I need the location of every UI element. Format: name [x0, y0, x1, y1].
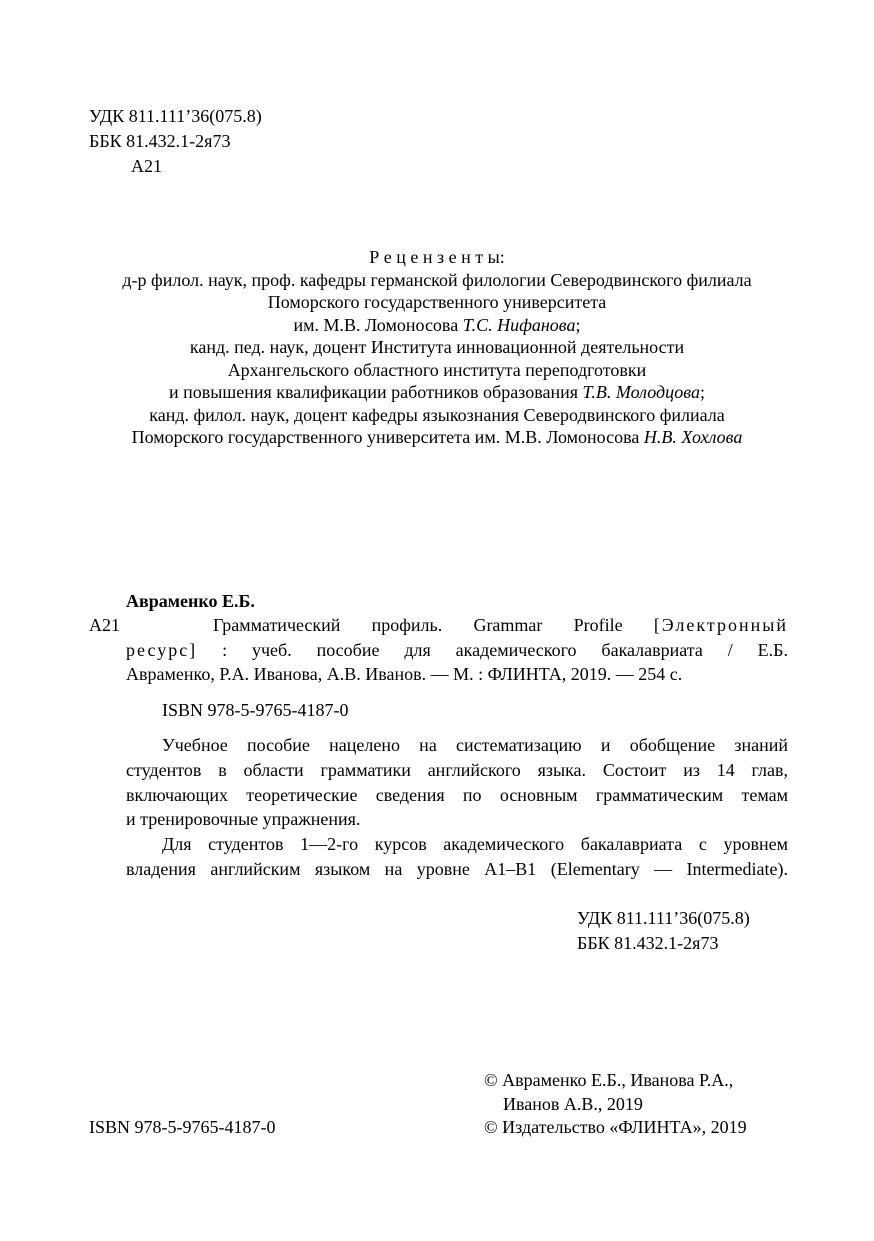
annotation-p2-line-2: владения английским языком на уровне A1–B1 (Elementary — Intermediate). [126, 859, 788, 879]
udk-code-top: УДК 811.111’36(075.8) [89, 106, 262, 126]
reviewer-1-line-3 [0, 314, 874, 336]
title-electronic: [Электронный [653, 615, 789, 635]
annotation-p1-line-4: и тренировочные упражнения. [126, 809, 361, 829]
reviewer-1-separator: ; [575, 315, 581, 335]
title-details: : учеб. пособие для академического бакалавриата / Е.Б. [222, 640, 789, 660]
reviewer-2-separator: ; [700, 382, 706, 402]
reviewer-3-line-1: канд. филол. наук, доцент кафедры языкознания Северодвинского филиала [149, 405, 725, 425]
title-line-2 [126, 639, 788, 661]
reviewer-2-line-1: канд. пед. наук, доцент Института инновационной деятельности [189, 337, 685, 357]
annotation-p1-line-1: Учебное пособие нацелено на систематизацию и обобщение знаний [162, 735, 788, 755]
author-sign: А21 [89, 615, 120, 635]
reviewer-3-line-2 [0, 426, 874, 448]
reviewer-2-affiliation-end: и повышения квалификации работников образования [168, 382, 583, 402]
title-resource: ресурс] [126, 640, 198, 660]
reviewer-1-affiliation-end: им. М.В. Ломоносова [293, 315, 463, 335]
reviewer-2-line-2: Архангельского областного института переподготовки [227, 360, 647, 380]
author-sign-top: А21 [131, 156, 162, 176]
udk-code-bottom: УДК 811.111’36(075.8) [577, 908, 750, 928]
footer-isbn: ISBN 978-5-9765-4187-0 [89, 1117, 276, 1137]
title-line-1 [213, 614, 788, 636]
reviewer-2-name: Т.В. Молодцова [582, 382, 700, 402]
annotation-p2-line-1: Для студентов 1—2-го курсов академического бакалавриата с уровнем [162, 834, 788, 854]
reviewers-heading: Р е ц е н з е н т ы: [369, 247, 505, 267]
reviewer-3-name: Н.В. Хохлова [643, 427, 743, 447]
bbk-code-bottom: ББК 81.432.1-2я73 [577, 933, 719, 953]
reviewer-1-line-2: Поморского государственного университета [267, 292, 607, 312]
reviewer-1-line-1: д-р филол. наук, проф. кафедры германской филологии Северодвинского филиала [122, 270, 752, 290]
title-main: Грамматический профиль. Grammar Profile [213, 615, 623, 635]
reviewer-2-line-3 [0, 381, 874, 403]
copyright-authors: © Авраменко Е.Б., Иванова Р.А., [484, 1070, 734, 1090]
bbk-code-top: ББК 81.432.1-2я73 [89, 131, 231, 151]
copyright-authors-cont: Иванов А.В., 2019 [503, 1094, 643, 1114]
isbn-record: ISBN 978-5-9765-4187-0 [162, 700, 349, 720]
annotation-p1-line-2: студентов в области грамматики английского языка. Состоит из 14 глав, [126, 760, 788, 780]
annotation-p1-line-3: включающих теоретические сведения по основным грамматическим темам [126, 785, 788, 805]
reviewer-1-name: Т.С. Нифанова [462, 315, 576, 335]
author-heading: Авраменко Е.Б. [126, 591, 255, 611]
reviewer-3-affiliation-end: Поморского государственного университета им. М.В. Ломоносова [131, 427, 644, 447]
copyright-publisher: © Издательство «ФЛИНТА», 2019 [484, 1117, 747, 1137]
title-line-3: Авраменко, Р.А. Иванова, А.В. Иванов. — М. : ФЛИНТА, 2019. — 254 с. [126, 664, 683, 684]
